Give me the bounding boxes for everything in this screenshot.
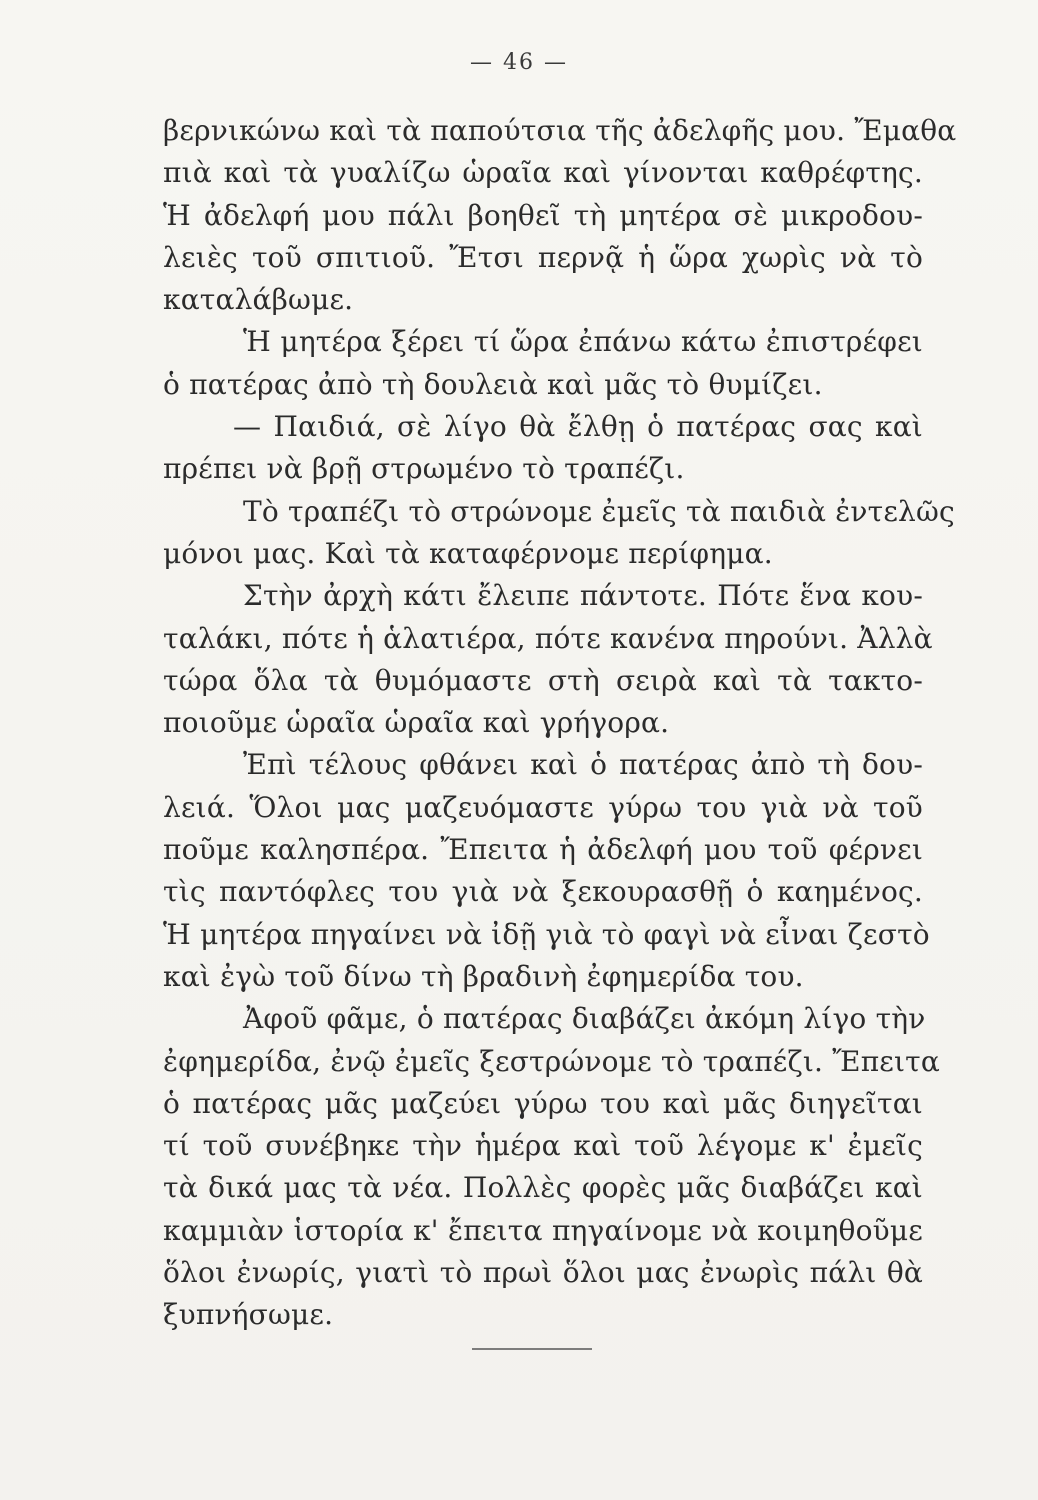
text-line: Ἡ μητέρα ξέρει τί ὥρα ἐπάνω κάτω ἐπιστρέφει <box>243 325 923 359</box>
page-number: — 46 — <box>470 50 568 75</box>
text-line: Στὴν ἀρχὴ κάτι ἔλειπε πάντοτε. Πότε ἕνα κου- <box>243 579 923 613</box>
text-line: — Παιδιά, σὲ λίγο θὰ ἔλθῃ ὁ πατέρας σας καὶ <box>233 410 923 444</box>
text-line: ὁ πατέρας μᾶς μαζεύει γύρω του καὶ μᾶς διηγεῖται <box>163 1086 923 1120</box>
text-line: Ἐπὶ τέλους φθάνει καὶ ὁ πατέρας ἀπὸ τὴ δου- <box>243 748 923 782</box>
text-line: καμμιὰν ἱστορία κ' ἔπειτα πηγαίνομε νὰ κοιμηθοῦμε <box>163 1213 923 1247</box>
text-line: βερνικώνω καὶ τὰ παπούτσια τῆς ἀδελφῆς μου. Ἔμαθα <box>163 114 957 147</box>
text-line: ὁ πατέρας ἀπὸ τὴ δουλειὰ καὶ μᾶς τὸ θυμίζει. <box>163 367 823 401</box>
text-line: καταλάβωμε. <box>163 283 354 317</box>
text-line: Ἡ ἀδελφή μου πάλι βοηθεῖ τὴ μητέρα σὲ μικροδου- <box>163 198 923 232</box>
text-line: τώρα ὅλα τὰ θυμόμαστε στὴ σειρὰ καὶ τὰ τακτο- <box>163 663 923 697</box>
text-line: ξυπνήσωμε. <box>163 1298 334 1332</box>
end-rule <box>472 1348 592 1350</box>
text-line: λειά. Ὅλοι μας μαζευόμαστε γύρω του γιὰ νὰ τοῦ <box>163 790 923 824</box>
text-line: Ἀφοῦ φᾶμε, ὁ πατέρας διαβάζει ἀκόμη λίγο τὴν <box>243 1002 926 1036</box>
text-line: ποιοῦμε ὡραῖα ὡραῖα καὶ γρήγορα. <box>163 706 670 740</box>
text-line: καὶ ἐγὼ τοῦ δίνω τὴ βραδινὴ ἐφημερίδα του. <box>163 959 804 993</box>
text-line: πρέπει νὰ βρῇ στρωμένο τὸ τραπέζι. <box>163 452 685 486</box>
text-line: λειὲς τοῦ σπιτιοῦ. Ἔτσι περνᾷ ἡ ὥρα χωρὶς νὰ τὸ <box>163 240 923 274</box>
text-line: Ἡ μητέρα πηγαίνει νὰ ἰδῇ γιὰ τὸ φαγὶ νὰ εἶναι ζεστὸ <box>163 917 930 951</box>
text-line: τί τοῦ συνέβηκε τὴν ἡμέρα καὶ τοῦ λέγομε κ' ἐμεῖς <box>163 1129 923 1163</box>
body-text <box>163 110 957 1337</box>
text-line: τὰ δικά μας τὰ νέα. Πολλὲς φορὲς μᾶς διαβάζει καὶ <box>163 1171 923 1205</box>
text-line: ὅλοι ἐνωρίς, γιατὶ τὸ πρωὶ ὅλοι μας ἐνωρὶς πάλι θὰ <box>163 1256 923 1290</box>
text-line: μόνοι μας. Καὶ τὰ καταφέρνομε περίφημα. <box>163 536 773 570</box>
text-line: ποῦμε καλησπέρα. Ἔπειτα ἡ ἀδελφή μου τοῦ φέρνει <box>163 833 923 867</box>
text-line: Τὸ τραπέζι τὸ στρώνομε ἐμεῖς τὰ παιδιὰ ἐντελῶς <box>243 494 955 528</box>
text-line: ταλάκι, πότε ἡ ἁλατιέρα, πότε κανένα πηρούνι. Ἀλλὰ <box>163 621 933 655</box>
text-line: πιὰ καὶ τὰ γυαλίζω ὡραῖα καὶ γίνονται καθρέφτης. <box>163 156 923 190</box>
text-line: ἐφημερίδα, ἐνῷ ἐμεῖς ξεστρώνομε τὸ τραπέζι. Ἔπειτα <box>163 1044 940 1078</box>
text-line: τὶς παντόφλες του γιὰ νὰ ξεκουρασθῇ ὁ καημένος. <box>163 875 923 909</box>
